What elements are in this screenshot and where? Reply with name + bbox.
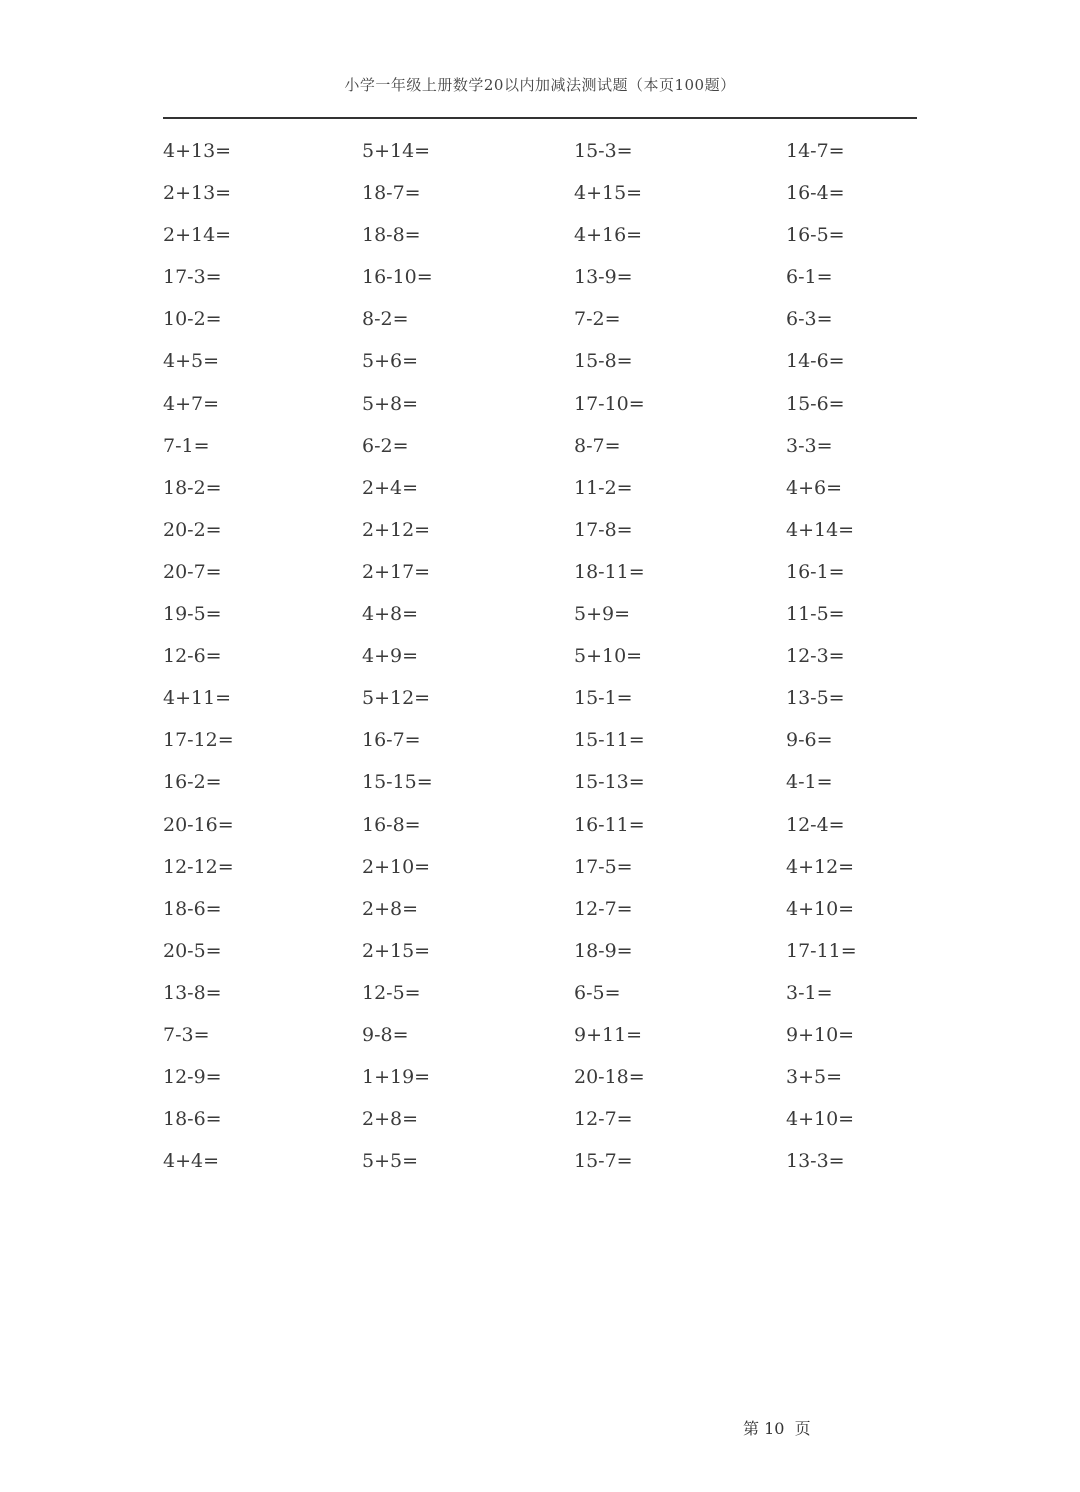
math-problem: 15-15= <box>362 771 433 794</box>
math-problem: 15-11= <box>574 729 645 752</box>
math-problem: 16-8= <box>362 813 421 836</box>
math-problem: 19-5= <box>163 603 222 626</box>
math-problem: 2+13= <box>163 182 232 205</box>
problem-row <box>163 256 923 298</box>
math-problem: 4+7= <box>163 392 220 415</box>
math-problem: 15-13= <box>574 771 645 794</box>
math-problem: 3-1= <box>786 981 833 1004</box>
math-problem: 4-1= <box>786 771 833 794</box>
math-problem: 9+11= <box>574 1023 643 1046</box>
math-problem: 15-7= <box>574 1150 633 1173</box>
math-problem: 17-5= <box>574 855 633 878</box>
math-problem: 10-2= <box>163 308 222 331</box>
math-problem: 5+12= <box>362 687 431 710</box>
problem-row <box>163 719 923 761</box>
problem-row <box>163 340 923 382</box>
math-problem: 12-9= <box>163 1066 222 1089</box>
math-problem: 13-8= <box>163 981 222 1004</box>
math-problem: 4+9= <box>362 645 419 668</box>
problem-row <box>163 383 923 425</box>
math-problem: 17-3= <box>163 266 222 289</box>
math-problem: 3+5= <box>786 1066 843 1089</box>
math-problem: 16-1= <box>786 560 845 583</box>
math-problem: 8-2= <box>362 308 409 331</box>
math-problem: 2+10= <box>362 855 431 878</box>
math-problem: 2+15= <box>362 939 431 962</box>
math-problem: 12-7= <box>574 897 633 920</box>
math-problem: 12-5= <box>362 981 421 1004</box>
math-problem: 17-11= <box>786 939 857 962</box>
math-problem: 6-5= <box>574 981 621 1004</box>
math-problem: 2+12= <box>362 518 431 541</box>
math-problem: 2+4= <box>362 476 419 499</box>
math-problem: 6-2= <box>362 434 409 457</box>
math-problem: 13-5= <box>786 687 845 710</box>
math-problem: 7-1= <box>163 434 210 457</box>
problem-row <box>163 888 923 930</box>
problem-row <box>163 1014 923 1056</box>
math-problem: 4+15= <box>574 182 643 205</box>
math-problem: 5+10= <box>574 645 643 668</box>
math-problem: 2+17= <box>362 560 431 583</box>
math-problem: 18-11= <box>574 560 645 583</box>
math-problem: 13-3= <box>786 1150 845 1173</box>
math-problem: 4+4= <box>163 1150 220 1173</box>
math-problem: 4+16= <box>574 224 643 247</box>
math-problem: 4+11= <box>163 687 232 710</box>
math-problem: 15-8= <box>574 350 633 373</box>
math-problem: 5+9= <box>574 603 631 626</box>
math-problem: 6-3= <box>786 308 833 331</box>
math-problem: 12-7= <box>574 1108 633 1131</box>
math-problem: 15-6= <box>786 392 845 415</box>
math-problem: 1+19= <box>362 1066 431 1089</box>
header-divider <box>163 117 917 119</box>
math-problem: 4+10= <box>786 1108 855 1131</box>
math-problem: 18-8= <box>362 224 421 247</box>
math-problem: 20-2= <box>163 518 222 541</box>
math-problem: 17-8= <box>574 518 633 541</box>
problem-row <box>163 761 923 803</box>
math-problem: 12-6= <box>163 645 222 668</box>
math-problem: 15-1= <box>574 687 633 710</box>
problem-row <box>163 972 923 1014</box>
problem-row <box>163 214 923 256</box>
math-problem: 18-7= <box>362 182 421 205</box>
problem-row <box>163 425 923 467</box>
math-problem: 6-1= <box>786 266 833 289</box>
math-problem: 5+14= <box>362 140 431 162</box>
problem-row <box>163 635 923 677</box>
math-problem: 17-12= <box>163 729 234 752</box>
math-problem: 4+10= <box>786 897 855 920</box>
math-problem: 7-2= <box>574 308 621 331</box>
math-problem: 4+5= <box>163 350 220 373</box>
math-problem: 20-16= <box>163 813 234 836</box>
page-title: 小学一年级上册数学20以内加减法测试题（本页100题） <box>344 76 736 94</box>
problem-row <box>163 509 923 551</box>
math-problem: 18-2= <box>163 476 222 499</box>
math-problem: 12-3= <box>786 645 845 668</box>
math-problem: 20-5= <box>163 939 222 962</box>
math-problem: 4+6= <box>786 476 843 499</box>
problem-row <box>163 298 923 340</box>
math-problem: 11-2= <box>574 476 633 499</box>
math-problem: 18-9= <box>574 939 633 962</box>
problem-row <box>163 1098 923 1140</box>
problem-grid <box>163 130 923 1182</box>
math-problem: 5+5= <box>362 1150 419 1173</box>
problem-row <box>163 593 923 635</box>
problem-row <box>163 1140 923 1182</box>
math-problem: 16-4= <box>786 182 845 205</box>
problem-row <box>163 804 923 846</box>
math-problem: 18-6= <box>163 897 222 920</box>
math-problem: 20-7= <box>163 560 222 583</box>
math-problem: 4+8= <box>362 603 419 626</box>
problem-row <box>163 930 923 972</box>
problem-row <box>163 172 923 214</box>
math-problem: 11-5= <box>786 603 845 626</box>
problem-row <box>163 130 923 172</box>
math-problem: 2+14= <box>163 224 232 247</box>
math-problem: 13-9= <box>574 266 633 289</box>
math-problem: 12-4= <box>786 813 845 836</box>
math-problem: 16-11= <box>574 813 645 836</box>
math-problem: 2+8= <box>362 897 419 920</box>
math-problem: 9-8= <box>362 1023 409 1046</box>
math-problem: 16-2= <box>163 771 222 794</box>
problem-row <box>163 846 923 888</box>
math-problem: 12-12= <box>163 855 234 878</box>
problem-row <box>163 551 923 593</box>
math-problem: 4+14= <box>786 518 855 541</box>
math-problem: 4+13= <box>163 140 232 162</box>
math-problem: 20-18= <box>574 1066 645 1089</box>
math-problem: 14-7= <box>786 140 845 162</box>
problem-row <box>163 467 923 509</box>
problem-row <box>163 677 923 719</box>
math-problem: 5+8= <box>362 392 419 415</box>
math-problem: 18-6= <box>163 1108 222 1131</box>
math-problem: 8-7= <box>574 434 621 457</box>
math-problem: 4+12= <box>786 855 855 878</box>
math-problem: 2+8= <box>362 1108 419 1131</box>
math-problem: 5+6= <box>362 350 419 373</box>
page-number: 第 10 页 <box>743 1419 811 1438</box>
math-problem: 14-6= <box>786 350 845 373</box>
math-problem: 9+10= <box>786 1023 855 1046</box>
math-problem: 16-10= <box>362 266 433 289</box>
math-problem: 15-3= <box>574 140 633 162</box>
problem-row <box>163 1056 923 1098</box>
math-problem: 3-3= <box>786 434 833 457</box>
math-problem: 16-5= <box>786 224 845 247</box>
math-problem: 16-7= <box>362 729 421 752</box>
math-problem: 17-10= <box>574 392 645 415</box>
math-problem: 7-3= <box>163 1023 210 1046</box>
math-problem: 9-6= <box>786 729 833 752</box>
